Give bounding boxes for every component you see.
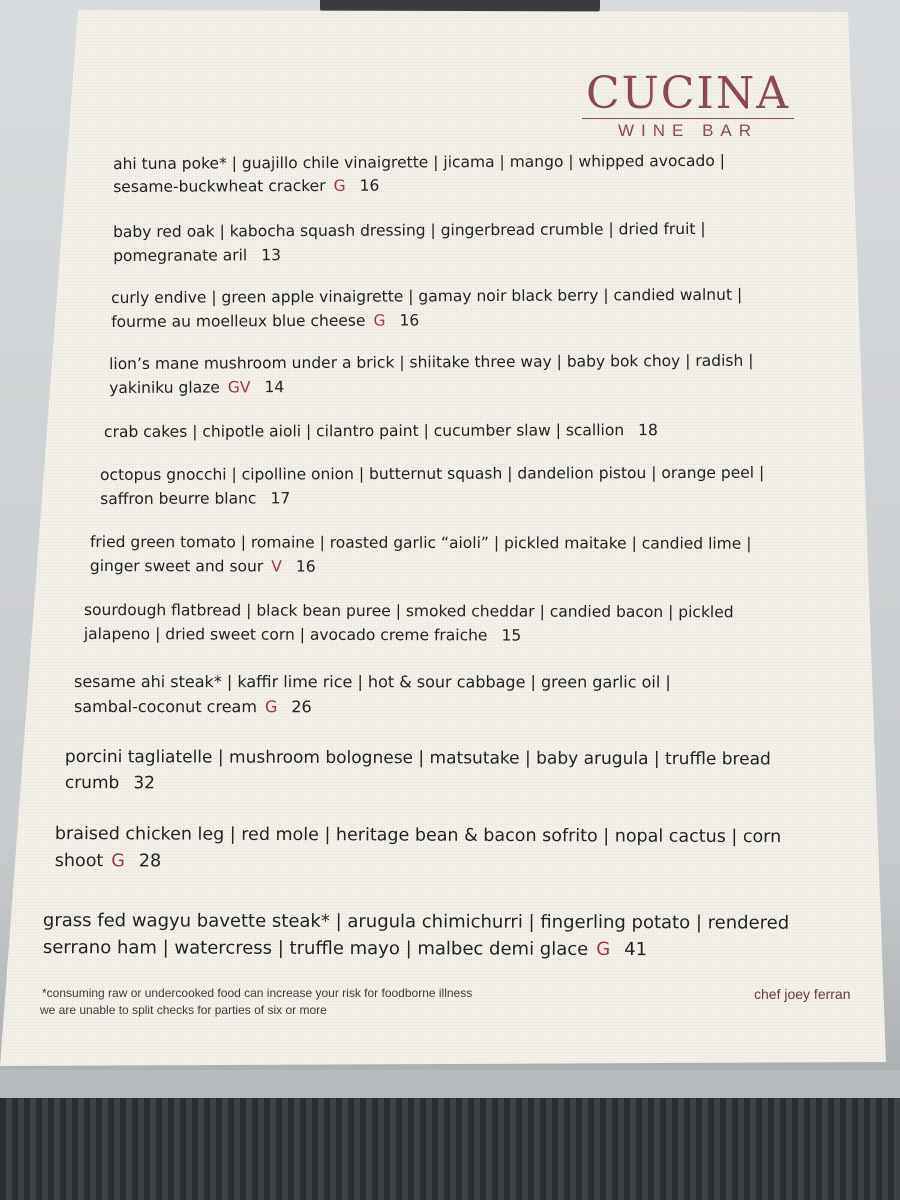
menu-item-description-cont <box>65 770 771 798</box>
menu-item-price: 13 <box>261 246 281 265</box>
menu-item-description: porcini tagliatelle | mushroom bolognese | matsutake | baby arugula | truffle bread <box>64 747 771 770</box>
menu-item-description-text: sambal-coconut cream <box>73 697 257 717</box>
restaurant-logo <box>582 70 794 142</box>
menu-item-description-text: shoot <box>54 850 104 872</box>
raw-food-notice: *consuming raw or undercooked food can increase your risk for foodborne illness <box>42 986 473 1000</box>
menu-item <box>74 669 671 720</box>
menu-item <box>84 598 734 648</box>
dietary-tag: GV <box>227 378 251 397</box>
menu-item-description: ahi tuna poke* | guajillo chile vinaigrette | jicama | mango | whipped avocado | <box>113 151 725 173</box>
menu-item-price: 32 <box>133 773 156 794</box>
menu-item-description: baby red oak | kabocha squash dressing | gingerbread crumble | dried fruit | <box>113 219 706 241</box>
menu-item-price: 26 <box>291 697 312 717</box>
dietary-tag: G <box>264 697 278 717</box>
menu-item-description: curly endive | green apple vinaigrette | gamay noir black berry | candied walnut | <box>111 285 743 307</box>
menu-item-description-cont <box>113 173 725 199</box>
menu-item <box>100 461 764 511</box>
menu-item <box>113 217 706 268</box>
menu-item-description-cont <box>55 848 781 878</box>
menu-item <box>111 283 742 334</box>
menu-item <box>109 349 754 400</box>
menu-item-description: lion’s mane mushroom under a brick | shiitake three way | baby bok choy | radish | <box>109 351 754 373</box>
menu-item-description-text: jalapeno | dried sweet corn | avocado creme fraiche <box>83 624 488 645</box>
menu-item-description-text: crumb <box>64 772 120 794</box>
logo-subtitle: WINE BAR <box>617 121 759 140</box>
menu-item-description-cont <box>74 694 671 720</box>
dietary-tag: V <box>271 557 282 576</box>
menu-item-description: grass fed wagyu bavette steak* | arugula chimichurri | fingerling potato | rendered <box>42 910 790 934</box>
logo-name: CUCINA <box>582 70 794 119</box>
menu-item-description-text: serrano ham | watercress | truffle mayo | malbec demi glace <box>42 936 589 960</box>
menu-item-description-text: yakiniku glaze <box>109 378 220 397</box>
menu-item-price: 14 <box>264 378 285 397</box>
menu-item-description-cont <box>90 554 752 580</box>
menu-item-description-cont <box>111 307 742 334</box>
dietary-tag: G <box>373 311 386 330</box>
menu-item-price: 18 <box>638 421 658 440</box>
menu-item-description: octopus gnocchi | cipolline onion | butternut squash | dandelion pistou | orange peel | <box>100 463 765 484</box>
chef-credit: chef joey ferran <box>754 986 851 1002</box>
menu-item-price: 41 <box>624 939 648 961</box>
menu-item-description-text: crab cakes | chipotle aioli | cilantro paint | cucumber slaw | scallion <box>104 421 625 441</box>
menu-item-price: 17 <box>270 489 291 508</box>
menu-item-price: 15 <box>501 626 522 645</box>
menu-item-description-cont <box>43 934 789 964</box>
menu-item <box>65 744 771 798</box>
menu-item-price: 16 <box>399 311 420 330</box>
split-check-notice: we are unable to split checks for parties of six or more <box>40 1003 327 1017</box>
menu-item-description <box>104 418 658 444</box>
menu-item <box>55 821 781 878</box>
menu-item-price: 28 <box>138 851 162 872</box>
menu-item <box>90 530 752 580</box>
dietary-tag: G <box>111 851 125 872</box>
menu-item <box>43 907 789 964</box>
menu-item-description-cont <box>100 485 764 511</box>
menu-item-description-cont <box>113 241 706 268</box>
striped-fabric <box>0 1098 900 1200</box>
menu-item-description-cont <box>109 373 754 400</box>
menu-item-description: sourdough flatbread | black bean puree | smoked cheddar | candied bacon | pickled <box>83 601 734 622</box>
menu-item-price: 16 <box>295 557 316 576</box>
menu-item <box>113 150 725 199</box>
menu-item-description: sesame ahi steak* | kaffir lime rice | hot & sour cabbage | green garlic oil | <box>73 672 671 692</box>
menu-item-description-cont <box>84 622 734 648</box>
menu-item-description: fried green tomato | romaine | roasted garlic “aioli” | pickled maitake | candied lime | <box>89 533 752 553</box>
menu-item-description-text: fourme au moelleux blue cheese <box>111 311 366 331</box>
dietary-tag: G <box>596 938 611 960</box>
menu-item-description: braised chicken leg | red mole | heritage bean & bacon sofrito | nopal cactus | corn <box>54 824 782 848</box>
menu-item-description-text: sesame-buckwheat cracker <box>113 176 326 196</box>
menu-item-price: 16 <box>359 176 380 195</box>
menu-item-description-text: ginger sweet and sour <box>89 556 264 576</box>
menu-item <box>104 418 658 444</box>
menu-item-description-text: pomegranate aril <box>113 246 248 265</box>
dietary-tag: G <box>333 176 346 195</box>
menu-item-description-text: saffron beurre blanc <box>100 489 257 508</box>
